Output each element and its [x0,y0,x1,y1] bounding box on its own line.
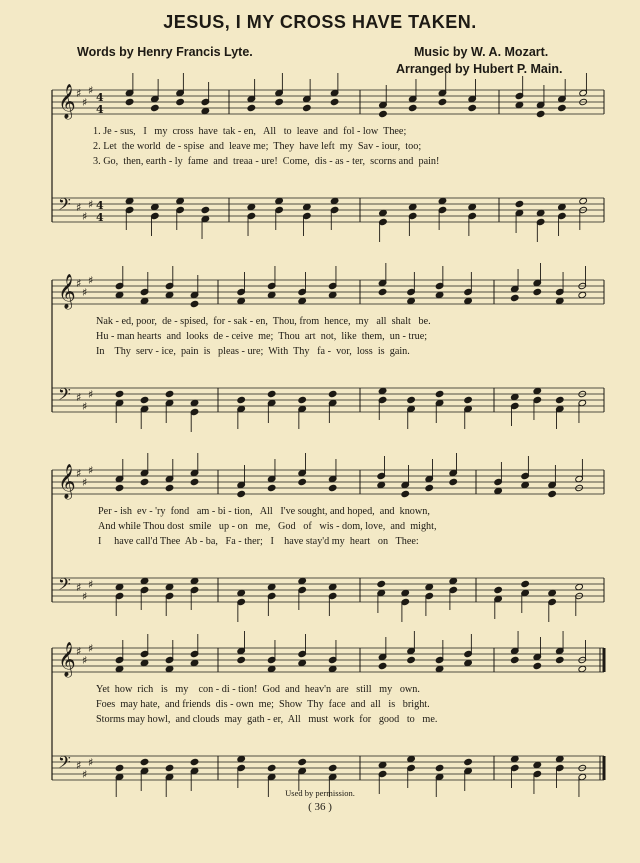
sharp-icon: ♯ [88,756,94,769]
note-head [237,656,246,663]
note-head [464,758,473,765]
note-head [510,294,519,301]
note-head [190,478,199,485]
note-head [377,481,386,488]
note-head [303,203,312,210]
bass-clef-icon: 𝄢 [58,384,71,408]
note-head [140,396,149,403]
note-head [548,490,557,497]
time-signature-icon: 4 [96,91,104,104]
note-head [378,662,387,669]
note-head [125,197,134,204]
system-1-lyric-verse-3: 3. Go, then, earth - ly fame and treaa - ure! Come, dis - as - ter, scorns and pain! [93,156,440,167]
note-head [510,656,519,663]
note-head [578,665,587,672]
note-head [510,755,519,762]
note-head [578,291,587,298]
sharp-icon: ♯ [88,388,94,401]
note-head [330,197,339,204]
note-head [575,583,584,590]
note-head [328,665,337,672]
bass-clef-icon: 𝄢 [58,194,71,218]
note-head [165,484,174,491]
sharp-icon: ♯ [76,645,82,658]
system-2-lyric-verse-1: Nak - ed, poor, de - spised, for - sak - en, Thou, from hence, my all shalt be. [96,316,431,327]
note-head [330,98,339,105]
system-4-lyric-verse-3: Storms may howl, and clouds may gath - er, All must work for good to me. [96,714,438,725]
system-4-lyric-verse-1: Yet how rich is my con - di - tion! God and heav'n are still my own. [96,684,420,695]
music-credit: Music by W. A. Mozart. [414,45,549,59]
note-head [515,101,524,108]
sharp-icon: ♯ [88,84,94,97]
note-head [165,665,174,672]
note-head [298,478,307,485]
note-head [328,390,337,397]
hymn-title: JESUS, I MY CROSS HAVE TAKEN. [163,12,477,32]
note-head [558,104,567,111]
note-head [176,98,185,105]
note-head [140,577,149,584]
sharp-icon: ♯ [76,467,82,480]
note-head [267,390,276,397]
sharp-icon: ♯ [76,391,82,404]
note-head [435,665,444,672]
note-head [407,396,416,403]
note-head [435,390,444,397]
treble-clef-icon: 𝄞 [58,642,76,677]
note-head [494,487,503,494]
note-head [237,589,246,596]
sharp-icon: ♯ [82,286,88,299]
bass-clef-icon: 𝄢 [58,574,71,598]
note-head [378,761,387,768]
note-head [275,197,284,204]
sharp-icon: ♯ [82,590,88,603]
note-head [521,481,530,488]
arranged-credit: Arranged by Hubert P. Main. [396,62,563,76]
note-head [449,577,458,584]
note-head [190,300,199,307]
note-head [237,755,246,762]
note-head [267,665,276,672]
note-head [533,288,542,295]
note-head [165,764,174,771]
note-head [190,659,199,666]
note-head [176,197,185,204]
sharp-icon: ♯ [88,578,94,591]
note-head [464,297,473,304]
time-signature-icon: 4 [96,211,104,224]
note-head [247,203,256,210]
note-head [298,297,307,304]
note-head [407,297,416,304]
note-head [298,659,307,666]
system-1-lyric-verse-1: 1. Je - sus, I my cross have tak - en, All to leave and fol - low Thee; [93,126,407,137]
treble-clef-icon: 𝄞 [58,84,76,119]
sharp-icon: ♯ [76,759,82,772]
note-head [115,484,124,491]
system-2-lyric-verse-2: Hu - man hearts and looks de - ceive me; Thou art not, like them, un - true; [96,331,428,342]
note-head [464,396,473,403]
treble-clef-icon: 𝄞 [58,274,76,309]
note-head [379,110,388,117]
note-head [328,291,337,298]
note-head [407,656,416,663]
note-head [533,662,542,669]
note-head [328,764,337,771]
note-head [298,396,307,403]
note-head [548,589,557,596]
sharp-icon: ♯ [76,87,82,100]
note-head [425,484,434,491]
note-head [377,580,386,587]
system-3-lyric-verse-3: I have call'd Thee Ab - ba, Fa - ther; I have stay'd my heart on Thee: [98,536,419,547]
treble-clef-icon: 𝄞 [58,464,76,499]
note-head [140,478,149,485]
note-head [536,110,545,117]
note-head [555,297,564,304]
note-head [435,764,444,771]
note-head [378,288,387,295]
note-head [558,203,567,210]
sharp-icon: ♯ [82,96,88,109]
system-2-lyric-verse-3: In Thy serv - ice, pain is pleas - ure; With Thy fa - vor, loss is gain. [96,346,410,357]
note-head [298,758,307,765]
note-head [468,203,477,210]
note-head [407,755,416,762]
note-head [190,758,199,765]
note-head [125,98,134,105]
system-3-lyric-verse-1: Per - ish ev - 'ry fond am - bi - tion, All I've sought, and hoped, and known, [98,506,430,517]
note-head [401,589,410,596]
permission-note: Used by permission. [285,788,355,798]
sharp-icon: ♯ [88,642,94,655]
note-head [425,583,434,590]
note-head [408,203,417,210]
note-head [328,583,337,590]
system-3-lyric-verse-2: And while Thou dost smile up - on me, God of wis - dom, love, and might, [98,521,437,532]
note-head [536,209,545,216]
note-head [115,583,124,590]
note-head [151,104,160,111]
note-head [140,297,149,304]
note-head [267,764,276,771]
note-head [115,665,124,672]
sharp-icon: ♯ [82,768,88,781]
note-head [378,387,387,394]
note-head [201,107,210,114]
note-head [140,758,149,765]
note-head [247,104,256,111]
note-head [379,209,388,216]
sharp-icon: ♯ [88,274,94,287]
time-signature-icon: 4 [96,103,104,116]
note-head [190,399,199,406]
bass-clef-icon: 𝄢 [58,752,71,776]
words-credit: Words by Henry Francis Lyte. [77,45,253,59]
note-head [533,761,542,768]
note-head [408,104,417,111]
note-head [140,659,149,666]
note-head [201,206,210,213]
note-head [555,396,564,403]
note-head [115,390,124,397]
note-head [468,104,477,111]
note-head [435,291,444,298]
time-signature-icon: 4 [96,199,104,212]
note-head [267,484,276,491]
note-head [494,586,503,593]
note-head [237,297,246,304]
system-1-lyric-verse-2: 2. Let the world de - spise and leave me; They have left my Sav - iour, too; [93,141,422,152]
page-number: ( 36 ) [308,801,332,813]
note-head [579,197,588,204]
note-head [464,659,473,666]
sharp-icon: ♯ [88,464,94,477]
note-head [275,98,284,105]
note-head [267,291,276,298]
sharp-icon: ♯ [76,581,82,594]
note-head [401,490,410,497]
note-head [555,656,564,663]
note-head [237,490,246,497]
note-head [115,764,124,771]
note-head [165,390,174,397]
note-head [298,577,307,584]
note-head [237,396,246,403]
sharp-icon: ♯ [88,198,94,211]
note-head [165,583,174,590]
note-head [515,200,524,207]
note-head [115,291,124,298]
note-head [438,98,447,105]
system-4-lyric-verse-2: Foes may hate, and friends dis - own me; Show Thy face and all is bright. [96,699,430,710]
sharp-icon: ♯ [76,201,82,214]
note-head [449,478,458,485]
note-head [190,577,199,584]
note-head [555,755,564,762]
note-head [303,104,312,111]
sharp-icon: ♯ [82,476,88,489]
note-head [533,387,542,394]
sharp-icon: ♯ [82,210,88,223]
note-head [267,583,276,590]
sharp-icon: ♯ [76,277,82,290]
note-head [165,291,174,298]
sharp-icon: ♯ [82,654,88,667]
note-head [328,484,337,491]
sharp-icon: ♯ [82,400,88,413]
note-head [151,203,160,210]
note-head [510,393,519,400]
note-head [521,580,530,587]
note-head [438,197,447,204]
